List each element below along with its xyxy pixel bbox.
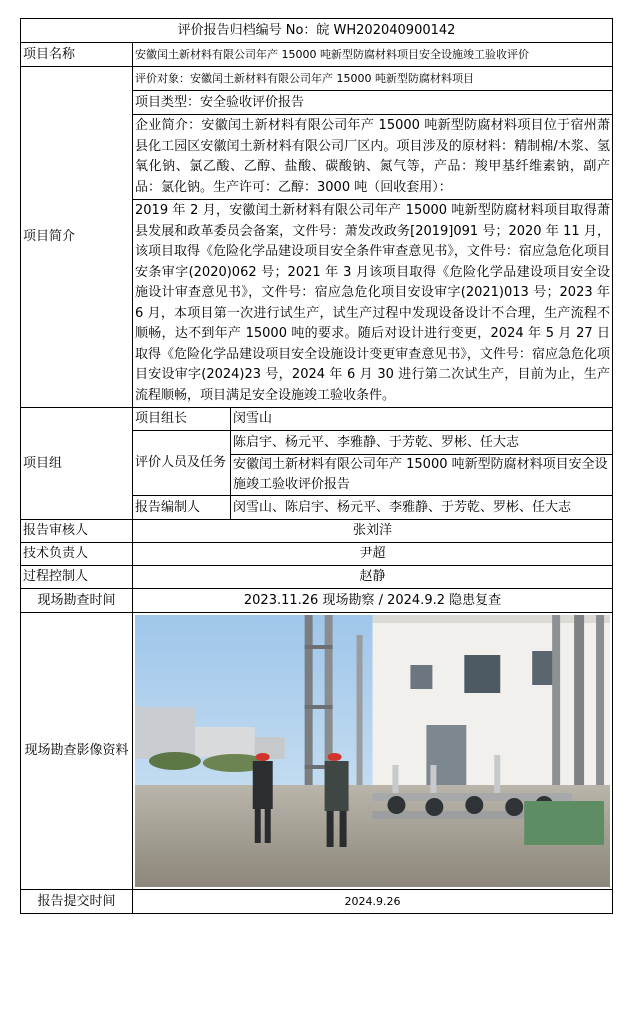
project-history: 2019 年 2 月，安徽闰土新材料有限公司年产 15000 吨新型防腐材料项目取得萧县发展和政革委员会备案，文件号：萧发改政务[2019]091 号；2020 年 11 月，该项目取得《危险化学品建设项目安全条件审查意见书》，文件号：宿应急危化项目安条审字(2020)062 号；2021 年 3 月该项目取得《危险化学品建设项目安全设施设计审查意见书》，文件号：宿应急危化项目安设审字(2021)013 号；2023 年 6 月，本项目第一次进行试生产，试生产过程中发现设备设计不合理，生产流程不顺畅，达不到年产 15000 吨的要求。随后对设计进行变更，2024 年 5 月 27 日取得《危险化学品建设项目安全设施设计变更审查意见书》，文件号：宿应急危化项目安设审字(2024)23 号，2024 年 6 月 30 进行第二次试生产，目前为止，生产流程顺畅，项目满足安全设施竣工验收条件。	[133, 200, 613, 408]
archive-number: 评价报告归档编号 No：皖 WH202040900142	[21, 19, 613, 43]
submit-time-label: 报告提交时间	[21, 890, 133, 914]
company-intro: 企业简介：安徽闰土新材料有限公司年产 15000 吨新型防腐材料项目位于宿州萧县化工园区安徽闰土新材料有限公司厂区内。项目涉及的原材料：精制棉/木浆、氢氧化钠、氯乙酸、乙醇、盐酸、碳酸钠、氮气等，产品：羧甲基纤维素钠，副产品：氯化钠。生产许可：乙醇：3000 吨（回收套用）：	[133, 115, 613, 200]
process-controller-label: 过程控制人	[21, 566, 133, 589]
survey-time-value: 2023.11.26 现场勘察 / 2024.9.2 隐患复查	[133, 589, 613, 613]
evaluation-object: 评价对象：安徽闰土新材料有限公司年产 15000 吨新型防腐材料项目	[133, 67, 613, 91]
project-type: 项目类型：安全验收评价报告	[133, 91, 613, 115]
project-name-label: 项目名称	[21, 43, 133, 67]
summary-label: 项目简介	[21, 67, 133, 408]
survey-time-label: 现场勘查时间	[21, 589, 133, 613]
tech-lead-label: 技术负责人	[21, 543, 133, 566]
submit-time-value: 2024.9.26	[133, 890, 613, 914]
compilers-label: 报告编制人	[133, 496, 231, 520]
team-leader-label: 项目组长	[133, 408, 231, 431]
evaluators-label: 评价人员及任务	[133, 431, 231, 496]
tech-lead-value: 尹超	[133, 543, 613, 566]
reviewer-label: 报告审核人	[21, 520, 133, 543]
compilers-value: 闵雪山、陈启宇、杨元平、李雅静、于芳乾、罗彬、任大志	[231, 496, 613, 520]
reviewer-value: 张刘洋	[133, 520, 613, 543]
evaluation-task: 安徽闰土新材料有限公司年产 15000 吨新型防腐材料项目安全设施竣工验收评价报告	[231, 455, 613, 496]
report-info-table	[20, 18, 613, 914]
project-name-value: 安徽闰土新材料有限公司年产 15000 吨新型防腐材料项目安全设施竣工验收评价	[133, 43, 613, 67]
evaluators-value: 陈启宇、杨元平、李雅静、于芳乾、罗彬、任大志	[231, 431, 613, 455]
photo-label: 现场勘查影像资料	[21, 613, 133, 890]
team-label: 项目组	[21, 408, 133, 520]
team-leader-value: 闵雪山	[231, 408, 613, 431]
site-photo-cell	[133, 613, 613, 890]
site-photo	[135, 615, 610, 887]
process-controller-value: 赵静	[133, 566, 613, 589]
